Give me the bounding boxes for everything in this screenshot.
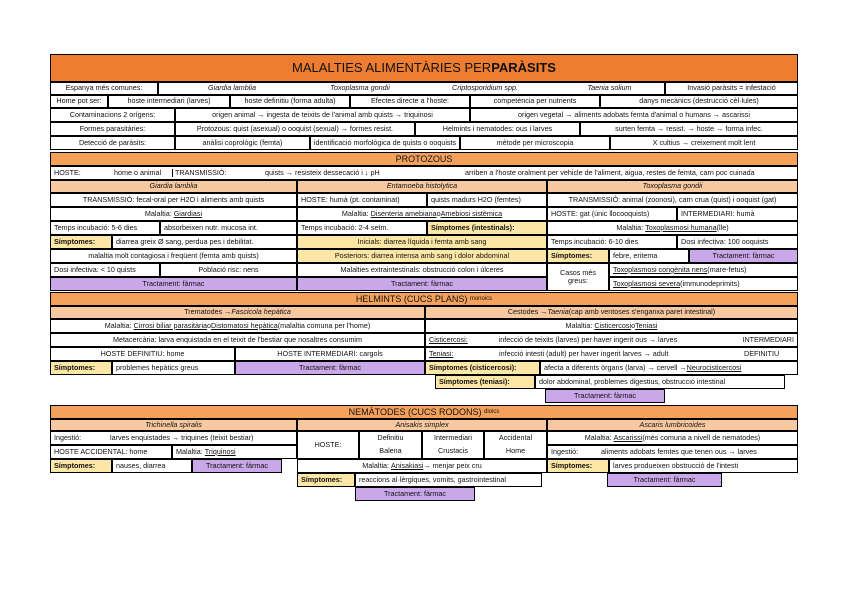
entamoeba-mal-or: o [436,208,441,218]
trich-header: Trichinella spiralis [50,419,297,431]
anis-int-a: Intermediari [422,431,484,445]
trem-treat: Tractament: fàrmac [235,361,425,375]
forms-helmints: Helmints i nematodes: ous i larves [415,122,580,136]
ces-suffix: (cap amb ventoses s'enganxa paret intestinal) [568,307,716,317]
entamoeba-mal: Disenteria amebiana [370,208,437,218]
toxo-case-a [609,263,798,277]
entamoeba-symp-label: Símptomes (intestinals): [427,221,547,235]
species-giardia: Giardia lamblia [158,82,305,95]
anis-mal: Anisakiasi [391,460,424,470]
trich-disease [172,445,297,459]
ten-label: Teniasi: [429,348,454,358]
giardia-symp-label: Símptomes: [50,235,112,249]
entamoeba-treat: Tractament: fàrmac [297,277,547,291]
effects-damage: danys mecànics (destrucció cèl·lules) [600,95,798,108]
giardia-disease [50,207,297,221]
page-title [50,54,798,82]
detect-culture: X cultius → creixement molt lent [610,136,798,150]
toxo-cases-label: Casos més greus: [547,263,609,291]
ces-disease [425,319,798,333]
title-main: MALALTIES ALIMENTÀRIES PER [292,59,492,75]
entamoeba-symp-a: Inicials: diarrea líquida i femta amb sang [297,235,547,249]
species-toxoplasma: Toxoplasma gondii [305,82,415,95]
giardia-incub: Temps incubació: 5-6 dies [50,221,160,235]
toxo-disease [547,221,798,235]
toxo-dose: Dosi infectiva: 100 ooquists [677,235,798,249]
ces-mal-label: Malaltia: [565,320,593,330]
ces-symp2: dolor abdominal, problemes digestius, obstrucció intestinal [535,375,785,389]
trem-mal-suffix: (malaltia comuna per l'home) [277,320,371,330]
giardia-mal-label: Malaltia: [144,208,172,218]
entamoeba-host2: quists madurs H2O (femtes) [427,193,547,207]
asc-mal-label: Malaltia: [584,432,612,442]
entamoeba-mal2: Amebiosi sistèmica [440,208,503,218]
trich-mal-label: Malaltia: [176,446,203,456]
trans-label: TRANSMISSIÓ: [172,169,265,177]
trich-mal: Triquinosi [204,446,236,456]
ces-symp1-label: Símptomes (cisticercosi): [425,361,540,375]
trem-mal2: Distomatosi hepàtica [211,320,278,330]
nematodes-header [50,405,798,419]
asc-ing: aliments adobats femtes que tenen ous → larves [601,446,757,456]
trich-treat: Tractament: fàrmac [192,459,282,473]
asc-ing-row [547,445,798,459]
entamoeba-symp-b: Posteriors: diarrea intensa amb sang i dolor abdominal [297,249,547,263]
anis-mal-label: Malaltia: [362,460,390,470]
asc-treat: Tractament: fàrmac [607,473,722,487]
trem-symp-label: Símptomes: [50,361,112,375]
giardia-contag: malaltia molt contagiosa i freqüent (femta amb quists) [50,249,297,263]
cist-row [425,333,798,347]
anis-acc-a: Accidental [484,431,547,445]
toxo-incub: Temps incubació: 6-10 dies [547,235,677,249]
protozous-header: PROTOZOUS [50,152,798,166]
forms-protozous: Protozous: quist (asexual) o ooquist (sexual) → formes resist. [175,122,415,136]
giardia-risk: Població risc: nens [160,263,297,277]
ces-treat: Tractament: fàrmac [545,389,665,403]
helmints-title: HELMINTS (CUCS PLANS) [355,293,468,304]
trem-symp: problemes hepàtics greus [112,361,235,375]
trem-pre: Trematodes → [184,307,232,317]
toxo-trans: TRANSMISSIÓ: animal (zoonosi), carn crua (quist) i ooquist (gat) [547,193,798,207]
entamoeba-mal-label: Malaltia: [341,208,369,218]
species-taenia: Taenia solium [555,82,665,95]
trem-int: HOSTE INTERMEDIARI: cargols [235,347,425,361]
forms-cycle: surten femta → resist. → hoste → forma infec. [580,122,798,136]
species-label: Espanya més comunes: [50,82,158,95]
hoste-val: home o animal [114,167,162,177]
title-bold: PARÀSITS [491,59,556,75]
effects-label: Efectes directe a l'hoste: [350,95,470,108]
ces-mal2: Teniasi [635,320,658,330]
ten-val: infecció intesti (adult) per haver ingerit larves → adult [499,348,669,358]
effects-competition: competència per nutrients [470,95,600,108]
entamoeba-header: Entamoeba histolytica [297,180,547,193]
asc-mal-suffix: (més comuna a nivell de nematodes) [642,432,761,442]
trich-acc: HOSTE ACCIDENTAL: home [50,445,172,459]
giardia-symp: diarrea greix Ø sang, perdua pes i debilitat. [112,235,297,249]
contam-vegetal: origen vegetal → aliments adobats femta d'animal o humans → ascarissi [470,108,798,122]
asc-symp-label: Símptomes: [547,459,609,473]
asc-ing-label: Ingestió: [551,446,579,456]
forms-label: Formes parasitàries: [50,122,175,136]
entamoeba-extra: Malalties extraintestinals: obstrucció colon i úlceres [297,263,547,277]
species-cripto: Criptosporidium spp. [415,82,555,95]
trem-mal: Cirrosi biliar parasitària [133,320,208,330]
ces-name: Taenia [547,307,569,317]
cist-label: Cisticercosi: [429,334,468,344]
trich-symp-label: Símptomes: [50,459,112,473]
giardia-incub-val: absorbeixen nutr. mucosa int. [160,221,297,235]
detect-micro: mètode per microscopia [460,136,610,150]
toxo-inter: INTERMEDIARI: humà [677,207,798,221]
toxo-mal: Toxoplasmosi humana [645,222,717,232]
giardia-dose: Dosi infectiva: < 10 quists [50,263,160,277]
hoste-label: HOSTE: [54,167,81,177]
trem-disease [50,319,425,333]
anis-def-a: Definitiu [359,431,422,445]
helmints-sub: monoics [469,295,493,302]
ces-pre: Cestodes → [507,307,548,317]
anis-symp: reaccions al·lèrgiques, vomits, gastrointestinal [355,473,542,487]
giardia-trans: TRANSMISSIÓ: fecal-oral per H2O i aliments amb quists [50,193,297,207]
toxo-header: Toxoplasma gondii [547,180,798,193]
toxo-mal-label: Malaltia: [616,222,644,232]
protozous-general-row [50,166,798,180]
giardia-mal: Giardiasi [173,208,203,218]
trem-or: o [207,320,212,330]
host-label: Home pot ser: [50,95,108,108]
ces-symp1-u: Neurocisticercosi [686,362,742,372]
entamoeba-disease [297,207,547,221]
contam-animal: origen animal → ingesta de teixits de l'animal amb quists → triquinosi [175,108,470,122]
trem-def: HOSTE DEFINITIU: home [50,347,235,361]
nem-title: NEMÀTODES (CUCS RODONS) [348,406,482,417]
cist-int: INTERMEDIARI [742,334,794,344]
toxo-mal-suffix: (lle) [716,222,729,232]
anis-treat: Tractament: fàrmac [355,487,475,501]
asc-disease [547,431,798,445]
anis-header: Anisakis simplex [297,419,547,431]
anis-int-b: Crustacis [422,445,484,459]
entamoeba-host: HOSTE: humà (pt. contaminat) [297,193,427,207]
ces-symp1-pre: afecta a diferents òrgans (larva) → cervell → [544,362,687,372]
ces-mal: Cisticercosi [594,320,632,330]
host-intermediate: hoste intermediari (larves) [108,95,230,108]
anis-host-label: HOSTE: [297,431,359,459]
ces-or: o [631,320,636,330]
anis-symp-label: Símptomes: [297,473,355,487]
asc-mal: Ascarissi [613,432,643,442]
toxo-host: HOSTE: gat (únic llocooquists) [547,207,677,221]
detect-label: Detecció de paràsits: [50,136,175,150]
toxo-symp-label: Símptomes: [547,249,609,263]
trem-mal-label: Malaltia: [104,320,132,330]
trich-ing: larves enquistades → triquines (teixit bestiar) [110,432,254,442]
nem-sub: dioics [484,408,500,415]
detect-copro: anàlisi coprològic (femta) [175,136,310,150]
anis-def-b: Balena [359,445,422,459]
trematodes-header [50,306,425,319]
toxo-case-a-name: Toxoplasmosi congènita nens [613,264,708,274]
cestodes-header [425,306,798,319]
toxo-case-a-note: (mare-fetus) [707,264,747,274]
toxo-symp: febre, eritema [609,249,689,263]
anis-mal-suffix: → menjar peix cru [423,460,482,470]
trem-name: Fascicola hepàtica [231,307,291,317]
trans-val: quists → resisteix dessecació i ↓ pH [265,167,380,177]
entamoeba-incub: Temps incubació: 2-4 setm. [297,221,427,235]
toxo-case-b-name: Toxoplasmosi severa [613,278,681,288]
contam-label: Contaminacions 2 orígens: [50,108,175,122]
detect-morph: identificació morfològica de quists o ooquists [310,136,460,150]
trich-symp: nauses, diarrea [112,459,192,473]
trich-ing-row [50,431,297,445]
cist-val: infecció de teixits (larves) per haver ingerit ous → larves [498,334,678,344]
anis-acc-b: Home [484,445,547,459]
giardia-treat: Tractament: fàrmac [50,277,297,291]
asc-header: Ascaris lumbricoides [547,419,798,431]
trem-meta: Metacercària: larva enquistada en el teixit de l'bestiar que nosaltres consumim [50,333,425,347]
ten-row [425,347,798,361]
helmints-header [50,292,798,306]
ten-def: DEFINITIU [744,348,780,358]
asc-symp: larves produeixen obstrucció de l'intesti [609,459,798,473]
toxo-case-b [609,277,798,291]
ces-symp2-label: Símptomes (teniasi): [435,375,535,389]
anis-disease [297,459,547,473]
host-definitive: hoste definitiu (forma adulta) [230,95,350,108]
giardia-header: Giardia lamblia [50,180,297,193]
trans-val2: arriben a l'hoste oralment per vehicle de l'aliment, aigua, restes de femta, carn poc cuinada [465,167,755,177]
trich-ing-label: Ingestió: [54,432,82,442]
toxo-case-b-note: (immunodeprimits) [680,278,740,288]
ces-symp1 [540,361,798,375]
invasion-note: Invasió paràsits = infestació [665,82,798,95]
toxo-treat: Tractament: fàrmac [689,249,798,263]
